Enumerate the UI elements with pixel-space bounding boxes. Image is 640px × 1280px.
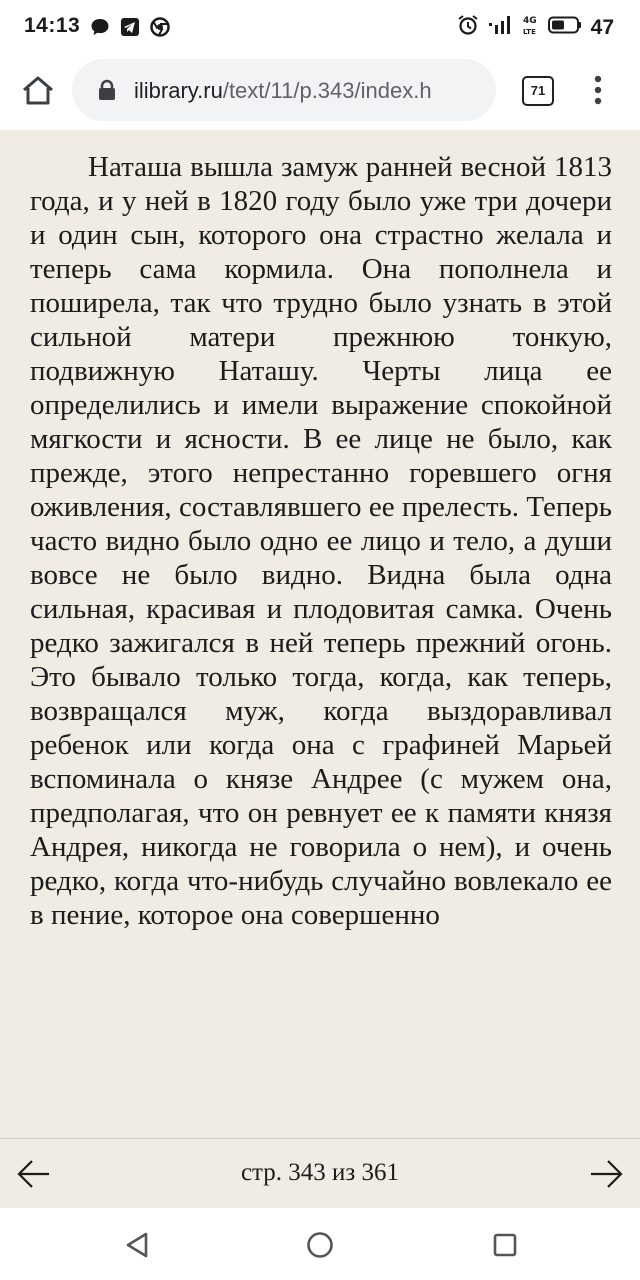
system-navigation-bar bbox=[0, 1208, 640, 1280]
url-text[interactable] bbox=[134, 78, 486, 104]
svg-text:4G: 4G bbox=[522, 16, 537, 26]
url-host: ilibrary.ru bbox=[134, 78, 223, 103]
home-icon bbox=[18, 71, 58, 111]
lte-icon bbox=[523, 14, 539, 42]
chrome-icon bbox=[150, 17, 170, 43]
page-navigation bbox=[0, 1138, 640, 1209]
more-vert-icon bbox=[586, 72, 610, 108]
home-button[interactable] bbox=[18, 71, 58, 111]
notification-icons bbox=[90, 17, 170, 43]
alarm-icon bbox=[457, 14, 479, 42]
signal-icon bbox=[488, 15, 514, 41]
home-circle-icon bbox=[305, 1230, 335, 1260]
system-back-button[interactable] bbox=[124, 1231, 150, 1264]
url-path: /text/11/p.343/index.h bbox=[222, 78, 432, 103]
browser-menu-button[interactable] bbox=[586, 72, 610, 108]
reader-page[interactable] bbox=[0, 130, 640, 1138]
status-bar bbox=[0, 0, 640, 56]
battery-level: 47 bbox=[590, 16, 614, 39]
recents-square-icon bbox=[492, 1232, 518, 1258]
arrow-right-icon bbox=[588, 1156, 624, 1192]
battery-icon bbox=[548, 16, 582, 40]
chat-icon bbox=[90, 17, 110, 43]
system-recents-button[interactable] bbox=[492, 1232, 518, 1263]
book-paragraph: Наташа вышла замуж ранней весной 1813 года, и у ней в 1820 году было уже три дочери и один сын, которого она страстно желала и теперь сама кормила. Она пополнела и поширела, так что трудно было узнать в этой сильной матери прежнюю тонкую, подвижную Наташу. Черты лица ее определились и имели выражение спокойной мягкости и ясности. В ее лице не было, как прежде, этого непрестанно горевшего огня оживления, составлявшего ее прелесть. Теперь часто видно было одно ее лицо и тело, а души вовсе не было видно. Видна была одна сильная, красивая и плодовитая самка. Очень редко зажигался в ней теперь прежний огонь. Это бывало только тогда, когда, как теперь, возвращался муж, когда выздоравливал ребенок или когда она с графиней Марьей вспоминала о князе Андрее (с мужем она, предполагая, что он ревнует ее к памяти князя Андрея, никогда не говорила о нем), и очень редко, когда что-нибудь случайно вовлекало ее в пение, которое она совершенно bbox=[30, 151, 612, 931]
status-time: 14:13 bbox=[24, 14, 81, 37]
address-bar[interactable] bbox=[72, 59, 496, 121]
telegram-icon bbox=[120, 17, 140, 43]
system-icons bbox=[457, 14, 614, 42]
back-triangle-icon bbox=[124, 1231, 150, 1259]
system-home-button[interactable] bbox=[305, 1230, 335, 1265]
svg-text:LTE: LTE bbox=[522, 28, 536, 36]
tab-switcher-button[interactable]: 71 bbox=[522, 76, 554, 106]
lock-icon[interactable] bbox=[98, 79, 116, 106]
page-indicator: стр. 343 из 361 bbox=[240, 1159, 400, 1186]
browser-toolbar bbox=[0, 56, 640, 130]
next-page-button[interactable] bbox=[588, 1156, 624, 1197]
